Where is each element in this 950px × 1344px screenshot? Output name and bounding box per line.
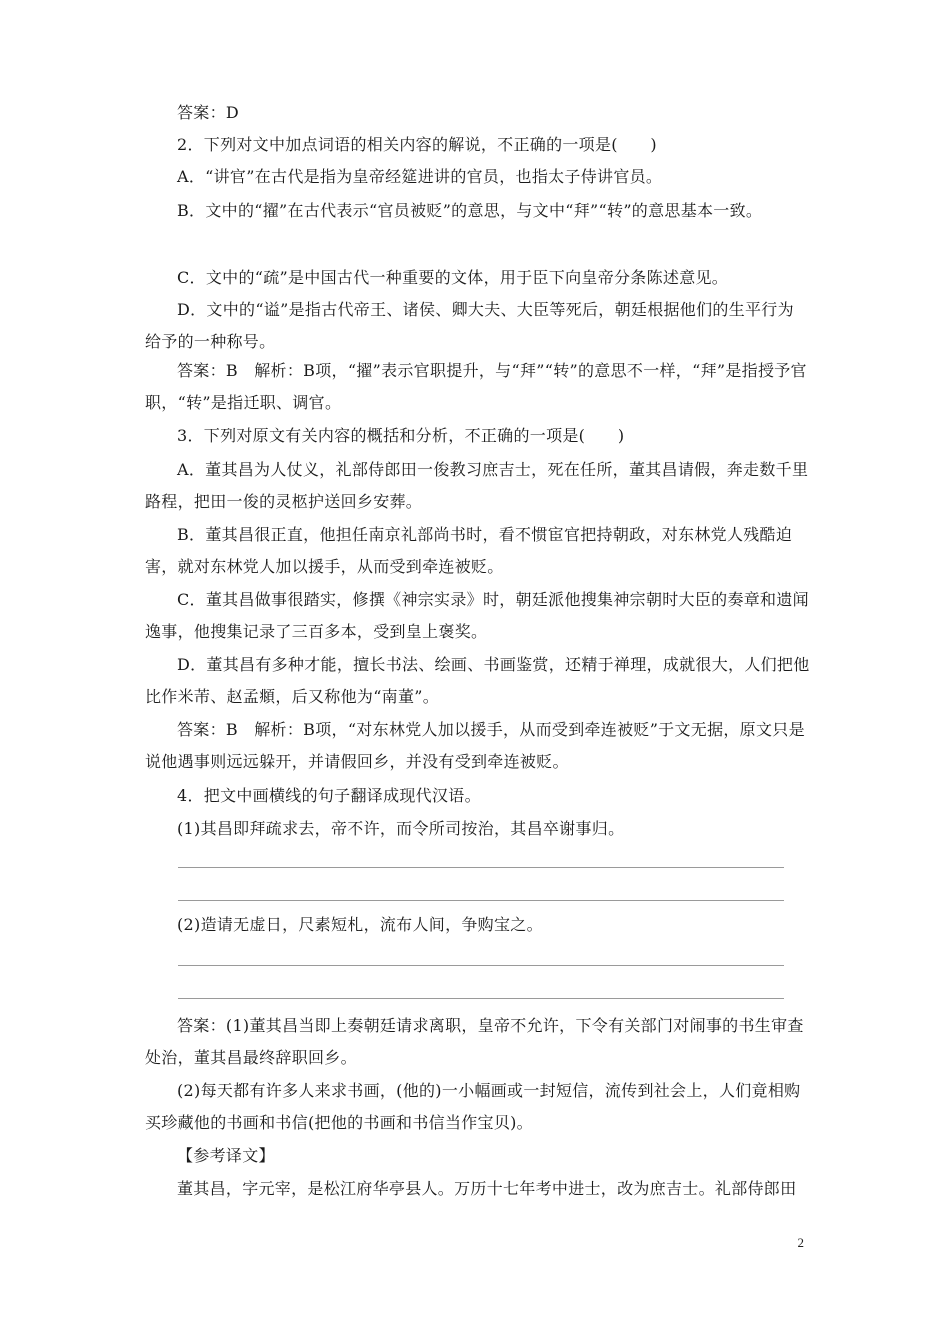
question-2-option-d: D．文中的“谥”是指古代帝王、诸侯、卿大夫、大臣等死后，朝廷根据他们的生平行为给予的一种称号。 (145, 300, 794, 351)
answer-q4-1: 答案：(1)董其昌当即上奏朝廷请求离职，皇帝不允许，下令有关部门对闹事的书生审查处治，董其昌最终辞职回乡。 (145, 1016, 804, 1067)
answer-blank-line (178, 998, 784, 999)
question-4-sentence-1: (1)其昌即拜疏求去，帝不许，而令所司按治，其昌卒谢事归。 (177, 819, 625, 838)
question-3-option-d: D．董其昌有多种才能，擅长书法、绘画、书画鉴赏，还精于禅理，成就很大，人们把他比作米芾、赵孟頫，后又称他为“南董”。 (145, 655, 810, 706)
question-2-option-c: C．文中的“疏”是中国古代一种重要的文体，用于臣下向皇帝分条陈述意见。 (177, 268, 729, 287)
answer-blank-line (178, 965, 784, 966)
question-2-option-a: A．“讲官”在古代是指为皇帝经筵进讲的官员，也指太子侍讲官员。 (177, 167, 663, 186)
page-number: 2 (797, 1235, 804, 1250)
question-4-stem: 4．把文中画横线的句子翻译成现代汉语。 (177, 786, 481, 805)
reference-translation-heading: 【参考译文】 (177, 1146, 275, 1165)
answer-q2: 答案：B 解析：B项，“擢”表示官职提升，与“拜”“转”的意思不一样，“拜”是指授予官职，“转”是指迁职、调官。 (145, 361, 807, 412)
answer-q4-2: (2)每天都有许多人来求书画，(他的)一小幅画或一封短信，流传到社会上，人们竟相购买珍藏他的书画和书信(把他的书画和书信当作宝贝)。 (145, 1081, 801, 1132)
question-4-sentence-2: (2)造请无虚日，尺素短札，流布人间，争购宝之。 (177, 915, 543, 934)
answer-q1: 答案：D (177, 103, 240, 122)
question-2-option-b: B．文中的“擢”在古代表示“官员被贬”的意思，与文中“拜”“转”的意思基本一致。 (177, 201, 763, 220)
answer-blank-line (178, 900, 784, 901)
question-3-option-a: A．董其昌为人仗义，礼部侍郎田一俊教习庶吉士，死在任所，董其昌请假，奔走数千里路程，把田一俊的灵柩护送回乡安葬。 (145, 460, 809, 511)
reference-translation-text: 董其昌，字元宰，是松江府华亭县人。万历十七年考中进士，改为庶吉士。礼部侍郎田 (177, 1179, 797, 1198)
answer-blank-line (178, 867, 784, 868)
answer-q3: 答案：B 解析：B项，“对东林党人加以援手，从而受到牵连被贬”于文无据，原文只是说他遇事则远远躲开，并请假回乡，并没有受到牵连被贬。 (145, 720, 805, 771)
question-3-stem: 3．下列对原文有关内容的概括和分析，不正确的一项是( ) (177, 426, 625, 445)
question-3-option-b: B．董其昌很正直，他担任南京礼部尚书时，看不惯宦官把持朝政，对东林党人残酷迫害，就对东林党人加以援手，从而受到牵连被贬。 (145, 525, 793, 576)
question-2-stem: 2．下列对文中加点词语的相关内容的解说，不正确的一项是( ) (177, 135, 657, 154)
question-3-option-c: C．董其昌做事很踏实，修撰《神宗实录》时，朝廷派他搜集神宗朝时大臣的奏章和遗闻逸事，他搜集记录了三百多本，受到皇上褒奖。 (145, 590, 809, 641)
